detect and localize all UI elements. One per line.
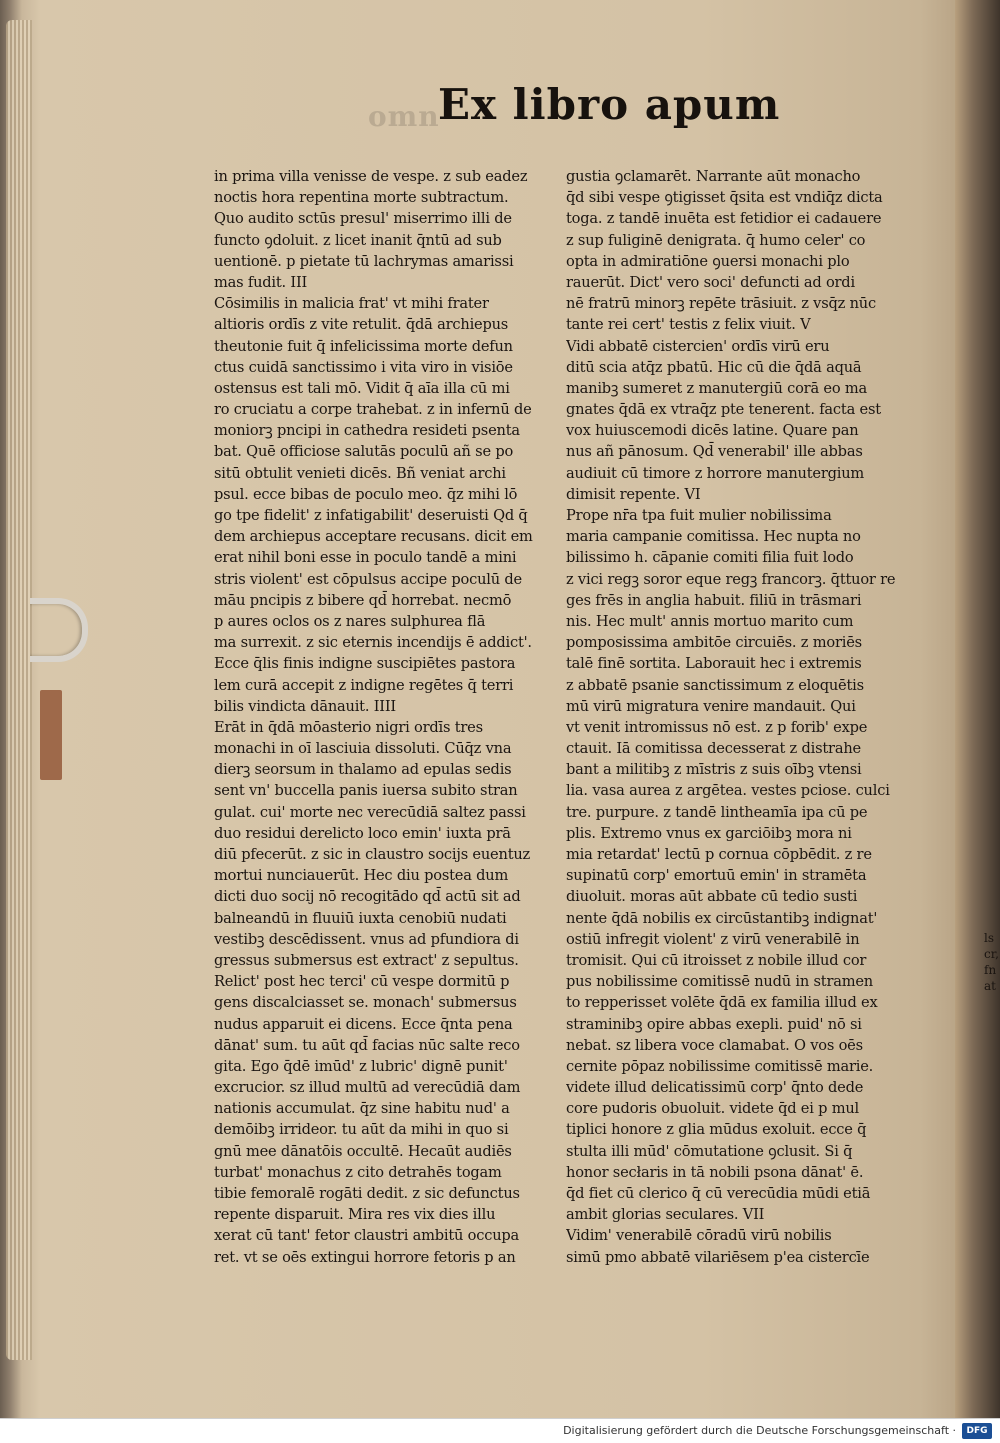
text-line: toga. z tandē inuēta est fetidior ei cadauere: [566, 210, 882, 228]
text-line: māu pncipis z bibere qd̄ horrebat. necmō: [214, 591, 512, 609]
text-line: xerat cū tant' fetor claustri ambitū occupa: [214, 1227, 520, 1245]
text-line: bilissimo h. cāpanie comiti filia fuit lodo: [566, 549, 854, 567]
text-line: gulat. cui' morte nec verecūdiā saltez passi: [214, 803, 526, 821]
text-line: nis. Hec mult' annis mortuo marito cum: [566, 612, 854, 630]
text-line: excrucior. sz illud multū ad verecūdiā dam: [214, 1079, 521, 1097]
text-line: dānat' sum. tu aūt qd̄ facias nūc salte reco: [214, 1036, 520, 1054]
running-head: Ex libro apum: [438, 80, 781, 129]
text-line: noctis hora repentina morte subtractum.: [214, 189, 509, 207]
text-line: nus añ pānosum. Qd̄ venerabil' ille abbas: [566, 443, 863, 461]
text-line: Prope nr̄a tpa fuit mulier nobilissima: [566, 507, 832, 524]
left-text-column: [214, 166, 559, 1268]
text-line: ret. vt se oēs extingui horrore fetoris p an: [214, 1248, 516, 1266]
footer-bar: [0, 1418, 1000, 1443]
text-line: diuoluit. moras aūt abbate cū tedio susti: [566, 888, 858, 906]
text-line: audiuit cū timore z horrore manutergium: [566, 464, 865, 482]
text-line: mū virū migratura venire mandauit. Qui: [566, 697, 856, 715]
text-line: ges frēs in anglia habuit. filiū in trāsmari: [566, 591, 862, 609]
text-line: moniorꝫ pncipi in cathedra resideti psenta: [214, 422, 520, 440]
text-line: Relict' post hec terci' cū vespe dormitū p: [214, 973, 510, 991]
facing-page-edge: [955, 0, 1000, 1418]
text-line: tiplici honore z glia mūdus exoluit. ecce q̄: [566, 1121, 867, 1139]
text-line: nationis accumulat. q̄z sine habitu nud' a: [214, 1100, 510, 1118]
text-line: Quo audito sctūs presul' miserrimo illi de: [214, 210, 512, 228]
facing-page-fragment: lscr,fnat: [984, 931, 999, 993]
text-line: q̄d fiet cū clerico q̄ cū verecūdia mūdi etiā: [566, 1185, 871, 1202]
text-line: ostiū infregit violent' z virū venerabilē in: [566, 930, 860, 948]
text-line: dimisit repente. VI: [566, 485, 701, 503]
text-line: mortui nunciauerūt. Hec diu postea dum: [214, 867, 509, 885]
text-line: vestibꝫ descēdissent. vnus ad pfundiora di: [214, 930, 519, 948]
text-line: duo residui derelicto loco emin' iuxta prā: [214, 824, 511, 842]
text-line: ctus cuidā sanctissimo i vita viro in visiōe: [214, 358, 513, 376]
text-line: Cōsimilis in malicia frat' vt mihi frater: [214, 295, 489, 313]
text-line: uentionē. p pietate tū lachrymas amarissi: [214, 252, 514, 270]
text-line: z sup fuliginē denigrata. q̄ humo celer' co: [566, 231, 866, 249]
text-line: z abbatē psanie sanctissimum z eloquētis: [566, 676, 864, 694]
text-line: plis. Extremo vnus ex garciōibꝫ mora ni: [566, 824, 852, 842]
text-line: ambit glorias seculares. VII: [566, 1206, 765, 1224]
right-text-column: [566, 166, 911, 1268]
text-line: talē finē sortita. Laborauit hec i extremis: [566, 655, 862, 673]
text-line: maria campanie comitissa. Hec nupta no: [566, 528, 861, 546]
text-line: z vici regꝫ soror eque regꝫ francorꝫ. q̄ttuor re: [566, 570, 896, 588]
text-line: bat. Quē officiose salutās poculū añ se po: [214, 443, 514, 461]
text-line: Vidim' venerabilē cōradū virū nobilis: [566, 1227, 832, 1245]
text-line: ma surrexit. z sic eternis incendijs ē addict'.: [214, 634, 532, 652]
footer-credit: Digitalisierung gefördert durch die Deutsche Forschungsgemeinschaft ·: [563, 1424, 956, 1437]
text-line: to repperisset volēte q̄dā ex familia illud ex: [566, 994, 878, 1012]
text-line: dem archiepus acceptare recusans. dicit em: [214, 528, 533, 546]
text-line: lem curā accepit z indigne regētes q̄ terri: [214, 676, 514, 694]
text-line: ro cruciatu a corpe trahebat. z in infernū de: [214, 401, 532, 419]
text-line: go tpe fidelit' z infatigabilit' deseruisti Qd q̄: [214, 507, 528, 524]
text-line: core pudoris obuoluit. videte q̄d ei p mul: [566, 1100, 860, 1118]
text-line: Erāt in q̄dā mōasterio nigri ordīs tres: [214, 718, 483, 736]
ghost-running-head: omn: [368, 100, 440, 133]
text-line: gita. Ego q̄dē imūd' z lubric' dignē punit': [214, 1057, 508, 1075]
page-edges: [6, 20, 32, 1360]
text-line: pus nobilissime comitissē nudū in stramen: [566, 973, 873, 991]
text-line: videte illud delicatissimū corp' q̄nto dede: [566, 1079, 864, 1097]
text-line: gressus submersus est extract' z sepultus.: [214, 951, 519, 969]
text-line: cernite pōpaz nobilissime comitissē marie.: [566, 1057, 874, 1075]
text-line: vox huiuscemodi dicēs latine. Quare pan: [566, 422, 859, 440]
text-line: supinatū corp' emortuū emin' in stramēta: [566, 867, 867, 885]
text-line: nebat. sz libera voce clamabat. O vos oēs: [566, 1036, 863, 1054]
text-line: Vidi abbatē cistercien' ordīs virū eru: [566, 337, 830, 355]
dfg-logo[interactable]: DFG: [962, 1423, 992, 1439]
binding-stain: [40, 690, 62, 780]
text-line: dicti duo socij nō recogitādo qd̄ actū sit ad: [214, 888, 521, 906]
text-line: monachi in oī lasciuia dissoluti. Cūq̄z vna: [214, 740, 512, 758]
text-line: ditū scia atq̄z pbatū. Hic cū die q̄dā aquā: [566, 358, 862, 376]
text-line: q̄d sibi vespe ꝯtigisset q̄sita est vndiq̄z dicta: [566, 189, 883, 207]
text-line: ostensus est tali mō. Vidit q̄ aīa illa cū mi: [214, 379, 510, 397]
text-line: dierꝫ seorsum in thalamo ad epulas sedis: [214, 761, 512, 779]
text-line: opta in admiratiōne ꝯuersi monachi plo: [566, 252, 850, 270]
text-line: straminibꝫ opire abbas exepli. puid' nō si: [566, 1015, 862, 1033]
text-line: vt venit intromissus nō est. z p forib' expe: [566, 718, 868, 736]
text-line: gens discalciasset se. monach' submersus: [214, 994, 517, 1012]
text-line: tante rei cert' testis z felix viuit. V: [566, 316, 811, 334]
text-line: tromisit. Qui cū itroisset z nobile illud cor: [566, 951, 867, 969]
text-line: mas fudit. III: [214, 273, 308, 291]
text-line: stulta illi mūd' cōmutatione ꝯclusit. Si q̄: [566, 1142, 853, 1160]
paper-clip: [30, 598, 88, 662]
text-line: bant a militibꝫ z mīstris z suis oībꝫ vtensi: [566, 761, 862, 779]
text-line: pomposissima ambitōe circuiēs. z moriēs: [566, 634, 862, 652]
text-line: ctauit. Iā comitissa decesserat z distrahe: [566, 740, 861, 758]
text-line: gustia ꝯclamarēt. Narrante aūt monacho: [566, 168, 861, 185]
text-line: erat nihil boni esse in poculo tandē a mini: [214, 549, 517, 567]
text-line: nente q̄dā nobilis ex circūstantibꝫ indignat': [566, 909, 878, 927]
text-line: simū pmo abbatē vilariēsem p'ea cistercīe: [566, 1248, 870, 1266]
text-line: sitū obtulit venieti dicēs. Bñ veniat archi: [214, 464, 506, 482]
text-line: mia retardat' lectū p cornua cōpbēdit. z re: [566, 846, 872, 863]
text-line: turbat' monachus z cito detrahēs togam: [214, 1163, 502, 1181]
text-line: stris violent' est cōpulsus accipe poculū de: [214, 570, 522, 588]
text-line: theutonie fuit q̄ infelicissima morte defun: [214, 337, 513, 355]
text-line: bilis vindicta dānauit. IIII: [214, 697, 396, 715]
text-line: psul. ecce bibas de poculo meo. q̄z mihi lō: [214, 485, 518, 503]
text-line: diū pfecerūt. z sic in claustro socijs euentuz: [214, 846, 531, 863]
text-line: p aures oclos os z nares sulphurea flā: [214, 612, 486, 630]
text-line: gnates q̄dā ex vtraq̄z pte tenerent. facta est: [566, 401, 881, 419]
text-line: nē fratrū minorꝫ repēte trāsiuit. z vsq̄z nūc: [566, 295, 876, 313]
text-line: demōibꝫ irrideor. tu aūt da mihi in quo si: [214, 1121, 509, 1139]
text-line: tre. purpure. z tandē lintheamīa ipa cū pe: [566, 803, 868, 821]
text-line: tibie femoralē rogāti dedit. z sic defunctus: [214, 1185, 520, 1202]
text-line: functo ꝯdoluit. z licet inanit q̄ntū ad sub: [214, 231, 502, 249]
text-line: sent vn' buccella panis iuersa subito stran: [214, 782, 518, 800]
text-line: honor secłaris in tā nobili psona dānat' ē.: [566, 1163, 864, 1181]
text-line: Ecce q̄lis finis indigne suscipiētes pastora: [214, 655, 516, 673]
text-line: rauerūt. Dict' vero soci' defuncti ad ordi: [566, 273, 855, 291]
text-line: manibꝫ sumeret z manutergiū corā eo ma: [566, 379, 867, 397]
text-line: balneandū in fluuiū iuxta cenobiū nudati: [214, 909, 507, 927]
text-line: lia. vasa aurea z argētea. vestes pciose. culci: [566, 782, 890, 800]
text-line: in prima villa venisse de vespe. z sub eadez: [214, 168, 528, 185]
text-line: altioris ordīs z vite retulit. q̄dā archiepus: [214, 316, 509, 334]
text-line: repente disparuit. Mira res vix dies illu: [214, 1206, 496, 1224]
text-line: nudus apparuit ei dicens. Ecce q̄nta pena: [214, 1015, 513, 1033]
text-line: gnū mee dānatōis occultē. Hecaūt audiēs: [214, 1142, 512, 1160]
